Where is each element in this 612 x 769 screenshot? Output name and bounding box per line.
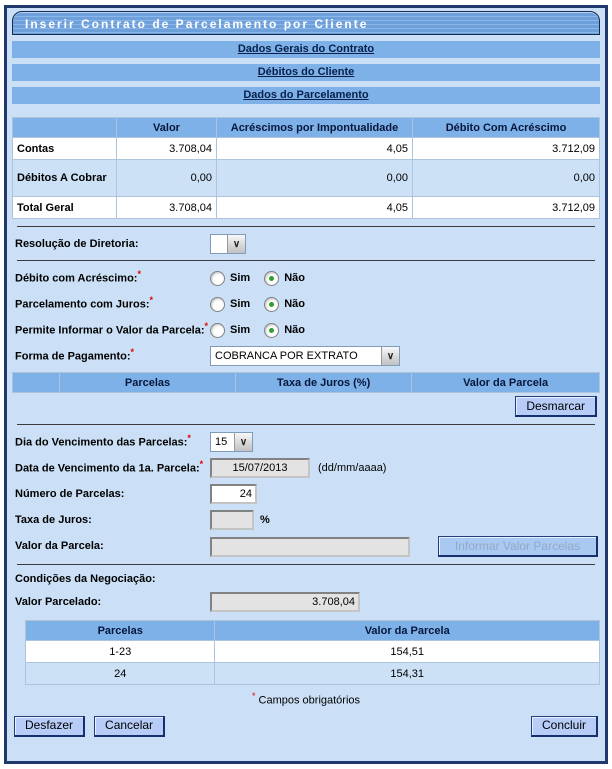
chevron-down-icon[interactable]: ∨	[381, 347, 399, 365]
concluir-button[interactable]: Concluir	[531, 716, 598, 737]
parcels-options-header-row	[13, 373, 600, 393]
required-asterisk: *	[130, 347, 135, 358]
row-label: Contas	[13, 138, 117, 160]
cell-valor: 0,00	[117, 160, 217, 197]
nav-dados-parcelamento[interactable]	[12, 87, 600, 104]
debts-header-debito: Débito Com Acréscimo	[413, 118, 600, 138]
valor-parcela-label: Valor da Parcela:	[15, 540, 104, 552]
forma-pagamento-value: COBRANCA POR EXTRATO	[215, 350, 358, 362]
resolucao-diretoria-label: Resolução de Diretoria:	[15, 237, 139, 250]
divider	[17, 424, 595, 425]
radio-label-nao: Não	[284, 324, 305, 336]
nav-dados-gerais[interactable]	[12, 41, 600, 58]
result-header-row	[26, 621, 600, 641]
chevron-down-icon[interactable]: ∨	[227, 235, 245, 253]
cell-acrescimos: 0,00	[217, 160, 413, 197]
desfazer-button[interactable]: Desfazer	[14, 716, 85, 737]
debts-header-row	[13, 118, 600, 138]
result-table	[25, 620, 600, 685]
parcels-header-valor: Valor da Parcela	[412, 373, 600, 393]
row-label: Débitos A Cobrar	[13, 160, 117, 197]
cell-valor: 154,51	[215, 641, 600, 663]
numero-parcelas-input[interactable]	[210, 484, 257, 504]
radio-label-sim: Sim	[230, 298, 251, 310]
result-header-parcelas: Parcelas	[26, 621, 215, 641]
valor-parcelado-label: Valor Parcelado:	[15, 595, 102, 608]
required-asterisk: *	[187, 433, 191, 444]
cell-valor: 3.708,04	[117, 197, 217, 219]
radio-label-sim: Sim	[230, 272, 251, 284]
permite-informar-radio-nao[interactable]	[264, 323, 279, 338]
resolucao-diretoria-row	[15, 234, 598, 254]
radio-label-sim: Sim	[230, 324, 251, 336]
cell-acrescimos: 4,05	[217, 197, 413, 219]
divider	[17, 564, 595, 565]
debito-acrescimo-radio-nao[interactable]	[264, 271, 279, 286]
data-vencimento-label: Data de Vencimento da 1a. Parcela:*	[15, 459, 204, 475]
cell-valor: 3.708,04	[117, 138, 217, 160]
valor-parcela-input[interactable]	[210, 537, 410, 557]
debts-header-empty	[13, 118, 117, 138]
desmarcar-row	[12, 396, 597, 417]
nav-link-dados-gerais[interactable]: Dados Gerais do Contrato	[237, 43, 375, 55]
cell-parcelas: 1-23	[26, 641, 215, 663]
condicoes-negociacao-label: Condições da Negociação:	[15, 573, 156, 585]
percent-suffix: %	[260, 514, 270, 526]
main-panel	[4, 5, 608, 764]
resolucao-diretoria-value	[211, 235, 227, 253]
parcelamento-juros-radio-nao[interactable]	[264, 297, 279, 312]
taxa-juros-label: Taxa de Juros:	[15, 513, 92, 526]
nav-debitos-cliente[interactable]	[12, 64, 600, 81]
nav-link-dados-parcelamento[interactable]: Dados do Parcelamento	[243, 89, 369, 101]
radio-label-nao: Não	[284, 272, 305, 284]
required-asterisk: *	[251, 691, 256, 701]
table-row-total-geral	[13, 197, 600, 219]
taxa-juros-row	[15, 510, 598, 530]
parcels-options-header	[12, 372, 600, 393]
permite-informar-row	[15, 320, 598, 340]
permite-informar-radio-sim[interactable]	[210, 323, 225, 338]
cell-acrescimos: 4,05	[217, 138, 413, 160]
table-row-contas	[13, 138, 600, 160]
dia-vencimento-value: 15	[215, 436, 228, 448]
informar-valor-parcelas-button[interactable]: Informar Valor Parcelas	[438, 536, 598, 557]
parcelamento-juros-radio-sim[interactable]	[210, 297, 225, 312]
dia-vencimento-select[interactable]	[210, 432, 253, 452]
data-vencimento-input[interactable]	[210, 458, 310, 478]
cell-debito: 0,00	[413, 160, 600, 197]
required-fields-note	[12, 692, 600, 707]
row-label: Total Geral	[13, 197, 117, 219]
parcels-header-taxa: Taxa de Juros (%)	[236, 373, 412, 393]
forma-pagamento-row	[15, 346, 598, 366]
result-header-valor: Valor da Parcela	[215, 621, 600, 641]
cancelar-button[interactable]: Cancelar	[94, 716, 165, 737]
parcelamento-juros-row	[15, 294, 598, 314]
debts-header-valor: Valor	[117, 118, 217, 138]
required-asterisk: *	[137, 269, 141, 280]
forma-pagamento-select[interactable]	[210, 346, 400, 366]
data-vencimento-row	[15, 458, 598, 478]
condicoes-negociacao-row	[15, 572, 598, 586]
debts-header-acrescimos: Acréscimos por Impontualidade	[217, 118, 413, 138]
cell-parcelas: 24	[26, 663, 215, 685]
table-row-debitos-a-cobrar	[13, 160, 600, 197]
divider	[17, 226, 595, 227]
parcelamento-juros-label: Parcelamento com Juros:*	[15, 295, 154, 311]
dia-vencimento-row	[15, 432, 598, 452]
footer-buttons	[14, 716, 598, 737]
date-format-hint: (dd/mm/aaaa)	[318, 462, 387, 474]
valor-parcela-row	[15, 536, 598, 557]
desmarcar-button[interactable]: Desmarcar	[515, 396, 597, 417]
cell-valor: 154,31	[215, 663, 600, 685]
chevron-down-icon[interactable]: ∨	[234, 433, 252, 451]
radio-label-nao: Não	[284, 298, 305, 310]
table-row	[26, 641, 600, 663]
numero-parcelas-label: Número de Parcelas:	[15, 487, 125, 500]
valor-parcelado-input[interactable]	[210, 592, 360, 612]
debts-table	[12, 117, 600, 219]
parcels-header-parcelas: Parcelas	[59, 373, 235, 393]
page-title: Inserir Contrato de Parcelamento por Cliente	[12, 11, 600, 35]
permite-informar-label: Permite Informar o Valor da Parcela:*	[15, 321, 209, 337]
taxa-juros-input[interactable]	[210, 510, 254, 530]
debito-acrescimo-radio-sim[interactable]	[210, 271, 225, 286]
valor-parcelado-row	[15, 592, 598, 612]
required-asterisk: *	[199, 459, 204, 470]
debito-acrescimo-row	[15, 268, 598, 288]
cell-debito: 3.712,09	[413, 138, 600, 160]
parcels-header-empty	[13, 373, 60, 393]
required-asterisk: *	[149, 295, 154, 306]
nav-link-debitos-cliente[interactable]: Débitos do Cliente	[257, 66, 355, 78]
forma-pagamento-label: Forma de Pagamento:*	[15, 347, 135, 363]
resolucao-diretoria-select[interactable]	[210, 234, 246, 254]
required-asterisk: *	[204, 321, 209, 332]
divider	[17, 260, 595, 261]
cell-debito: 3.712,09	[413, 197, 600, 219]
numero-parcelas-row	[15, 484, 598, 504]
required-note-text: Campos obrigatórios	[258, 694, 361, 707]
dia-vencimento-label: Dia do Vencimento das Parcelas:*	[15, 433, 191, 449]
debito-acrescimo-label: Débito com Acréscimo:*	[15, 269, 141, 285]
table-row	[26, 663, 600, 685]
